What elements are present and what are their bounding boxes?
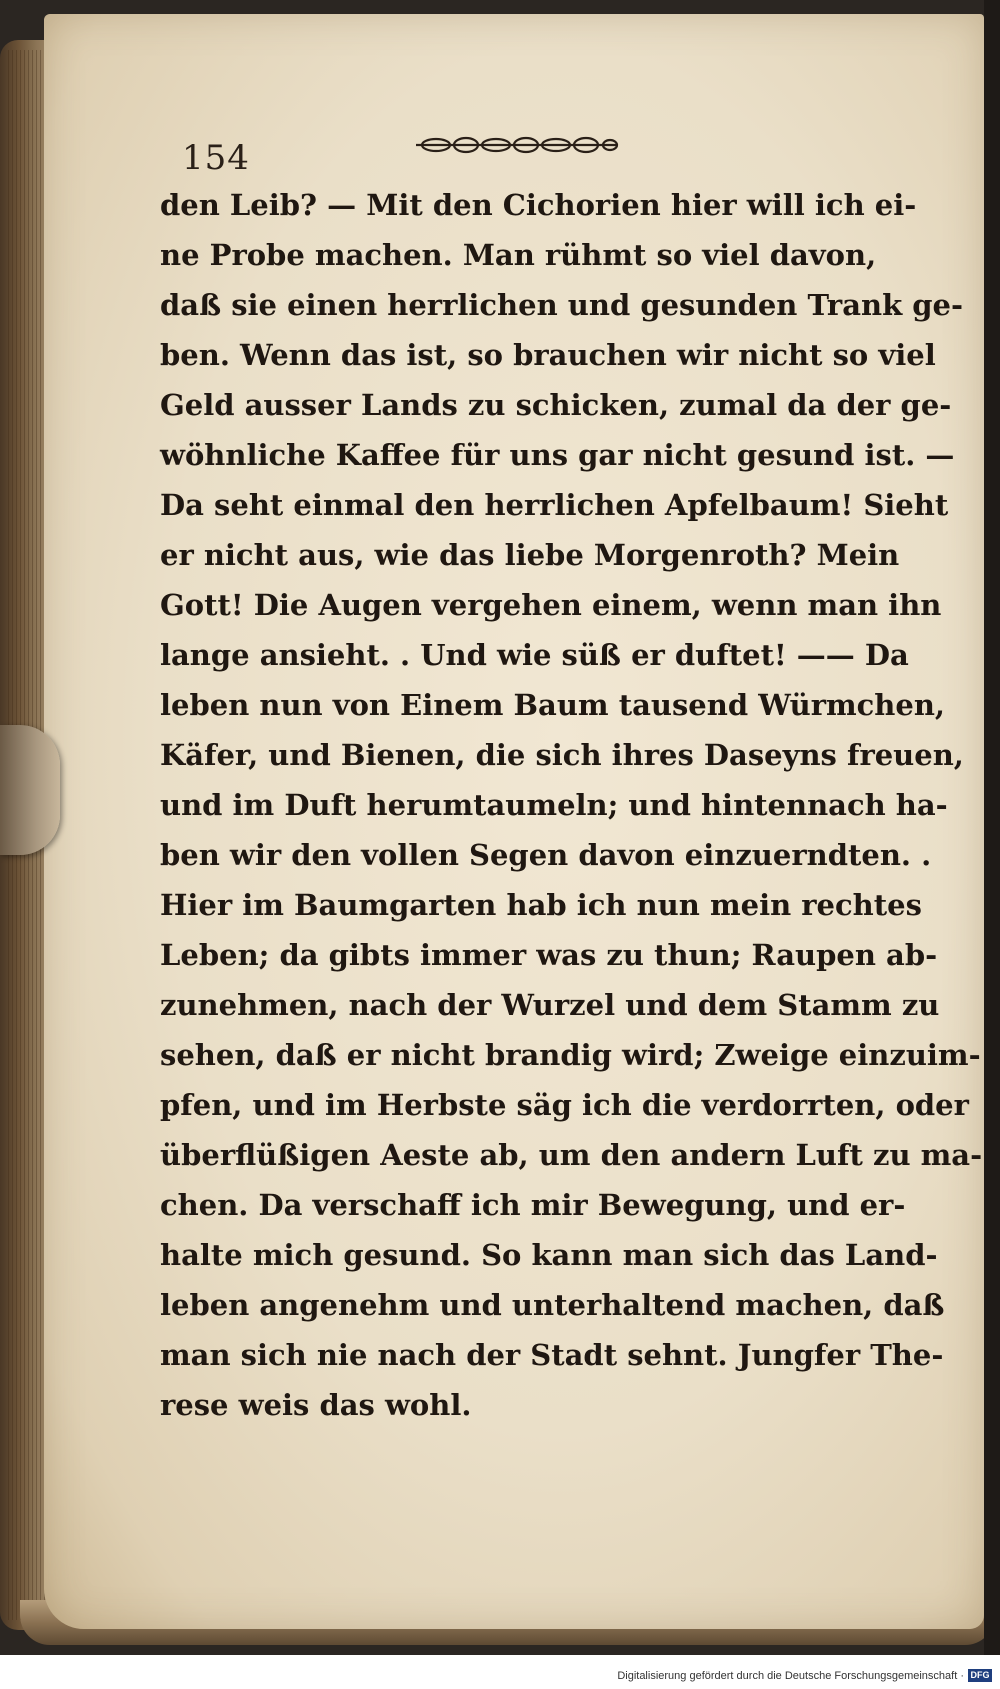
text-line: Käfer, und Bienen, die sich ihres Daseyns freuen, — [160, 738, 964, 772]
text-line: leben nun von Einem Baum tausend Würmchen, — [160, 688, 946, 722]
page-number: 154 — [182, 138, 250, 178]
text-line: den Leib? — Mit den Cichorien hier will ich ei- — [160, 188, 917, 222]
text-line: überflüßigen Aeste ab, um den andern Luft zu ma- — [160, 1138, 983, 1172]
text-line: Geld ausser Lands zu schicken, zumal da der ge- — [160, 388, 952, 422]
text-line: ne Probe machen. Man rühmt so viel davon, — [160, 238, 877, 272]
text-line: wöhnliche Kaffee für uns gar nicht gesund ist. — — [160, 438, 955, 472]
text-line: pfen, und im Herbste säg ich die verdorrten, oder — [160, 1088, 969, 1122]
text-line: Da seht einmal den herrlichen Apfelbaum! Sieht — [160, 488, 949, 522]
text-line: man sich nie nach der Stadt sehnt. Jungfer The- — [160, 1338, 944, 1372]
text-line: er nicht aus, wie das liebe Morgenroth? Mein — [160, 538, 900, 572]
text-line: ben wir den vollen Segen davon einzuerndten. . — [160, 838, 932, 872]
text-line: sehen, daß er nicht brandig wird; Zweige einzuim- — [160, 1038, 981, 1072]
text-line: und im Duft herumtaumeln; und hintennach ha- — [160, 788, 948, 822]
text-line: zunehmen, nach der Wurzel und dem Stamm zu — [160, 988, 940, 1022]
text-line: Leben; da gibts immer was zu thun; Raupen ab- — [160, 938, 938, 972]
body-text — [160, 180, 983, 1430]
text-line: leben angenehm und unterhaltend machen, daß — [160, 1288, 945, 1322]
text-line: lange ansieht. . Und wie süß er duftet! —— Da — [160, 638, 909, 672]
text-line: chen. Da verschaff ich mir Bewegung, und er- — [160, 1188, 906, 1222]
text-line: halte mich gesund. So kann man sich das Land- — [160, 1238, 938, 1272]
text-line: daß sie einen herrlichen und gesunden Trank ge- — [160, 288, 964, 322]
header-ornament-icon — [414, 134, 620, 156]
footer-credit: Digitalisierung gefördert durch die Deutsche Forschungsgemeinschaft · — [617, 1670, 964, 1682]
text-line: Gott! Die Augen vergehen einem, wenn man ihn — [160, 588, 942, 622]
book-gutter — [984, 0, 1000, 1655]
book-clasp — [0, 725, 60, 855]
text-line: Hier im Baumgarten hab ich nun mein rechtes — [160, 888, 922, 922]
text-line: rese weis das wohl. — [160, 1388, 472, 1422]
text-line: ben. Wenn das ist, so brauchen wir nicht so viel — [160, 338, 936, 372]
dfg-logo: DFG — [968, 1669, 992, 1682]
